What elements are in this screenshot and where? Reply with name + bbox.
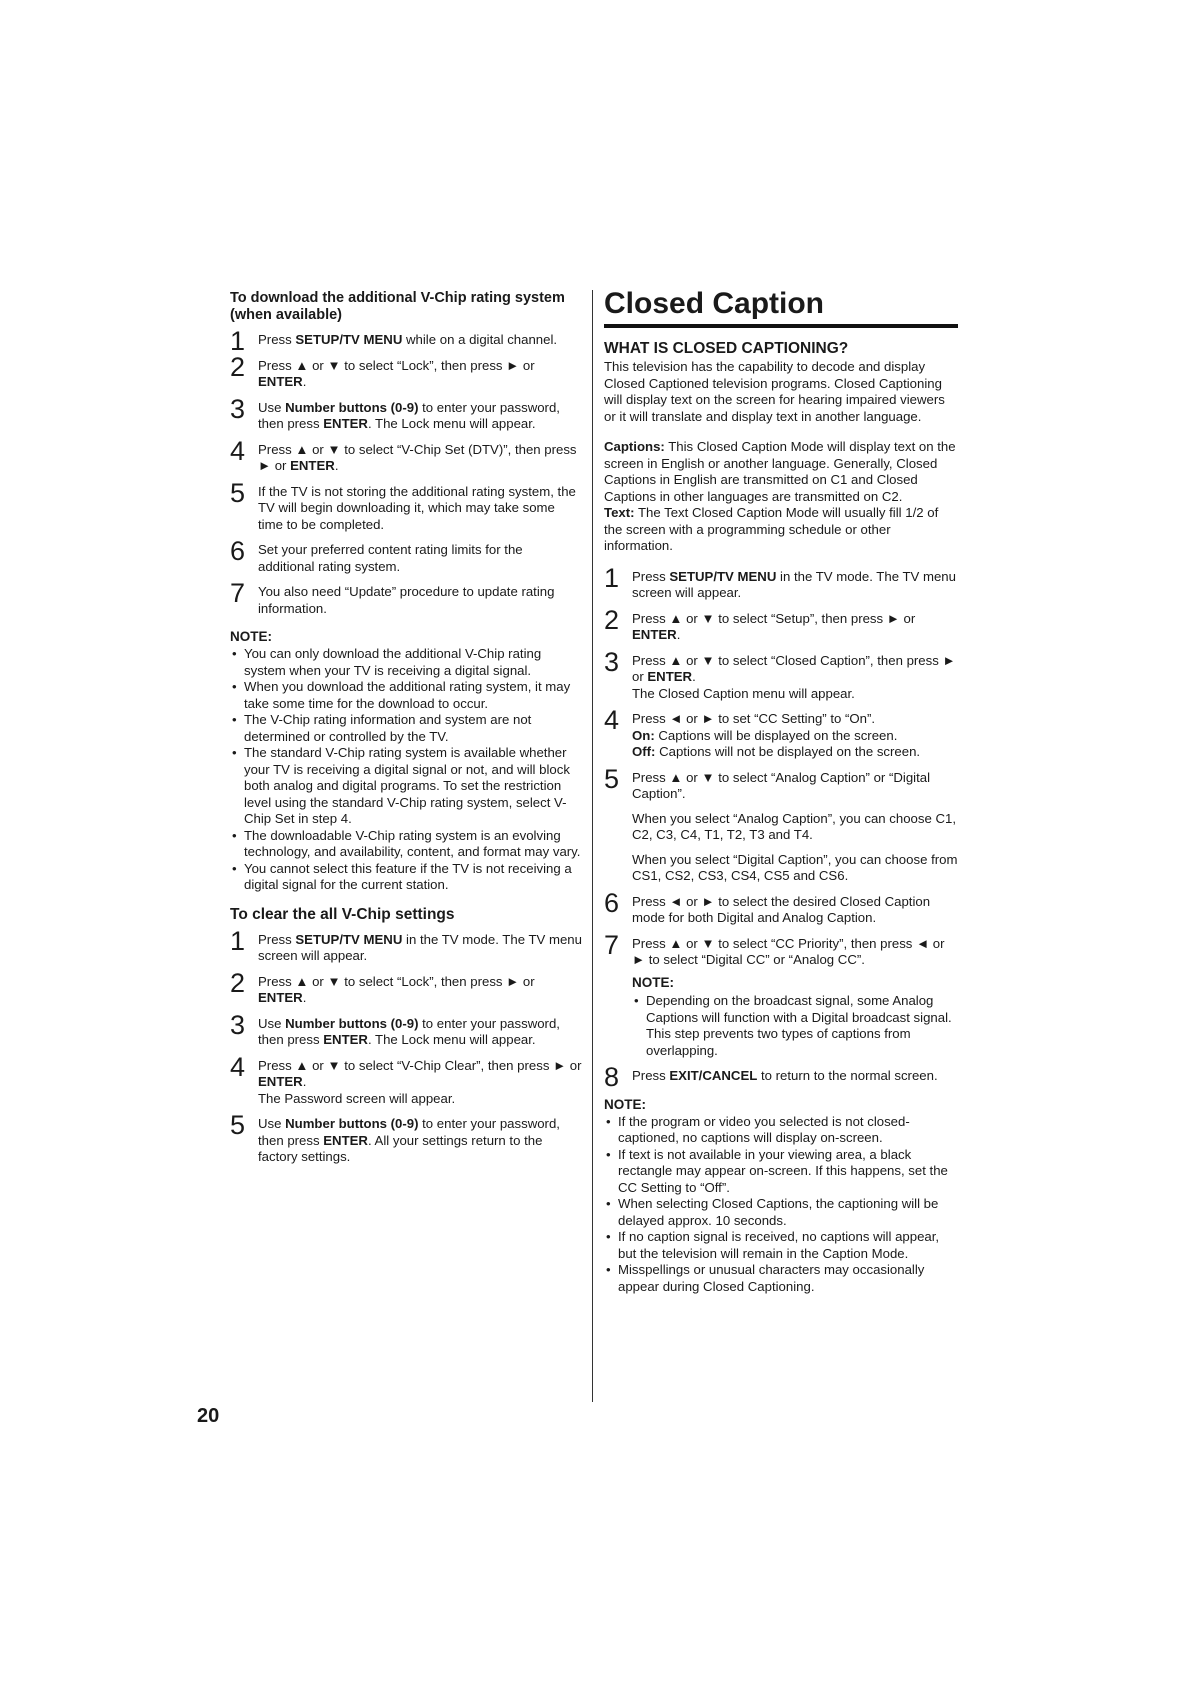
vchip-notes	[230, 646, 582, 894]
step-number: 2	[604, 604, 620, 635]
note-item: • You cannot select this feature if the TV is not receiving a digital signal for the current station.	[230, 861, 582, 894]
step-number: 2	[230, 351, 246, 382]
step-text: Set your preferred content rating limits for the additional rating system.	[258, 542, 523, 574]
step-number: 6	[230, 536, 246, 566]
captions-text-paragraph: Captions: This Closed Caption Mode will display text on the screen in English or another language. Generally, Closed Captions in English are transmitted on C1 and Closed Captions in other languages are transmitted on C2. Text: The Text Closed Caption Mode will usually fill 1/2 of the screen with a programming schedule or other information.	[604, 439, 956, 553]
step-number: 2	[230, 967, 246, 998]
step-text: Press ▲ or ▼ to select “Lock”, then press ► or ENTER.	[258, 357, 535, 389]
clear-step-1	[230, 925, 582, 965]
clear-step-3	[230, 1009, 582, 1049]
step-text: Use Number buttons (0-9) to enter your password, then press ENTER. The Lock menu will appear.	[258, 1015, 560, 1047]
right-column	[604, 286, 958, 1295]
caption-step-8	[604, 1062, 958, 1092]
clear-step-5	[230, 1110, 582, 1166]
caption-notes	[604, 1114, 958, 1296]
note-item: • If no caption signal is received, no captions will appear, but the television will remain in the Caption Mode.	[604, 1229, 958, 1262]
step-number: 5	[230, 1110, 246, 1140]
caption-step-3	[604, 646, 958, 703]
note-item: • If the program or video you selected is not closed-captioned, no captions will display on-screen.	[604, 1114, 958, 1147]
title-rule	[604, 324, 958, 328]
cc-note-label: NOTE:	[604, 1096, 646, 1112]
intro-paragraph: This television has the capability to decode and display Closed Captioned television programs. Closed Captioning will display text on the screen for hearing impaired viewers or it will translate and display text in another language.	[604, 359, 945, 424]
caption-step-4	[604, 705, 958, 761]
download-step-2	[230, 351, 582, 391]
step-number: 4	[230, 1051, 246, 1082]
step-text: Press ▲ or ▼ to select “Lock”, then press ► or ENTER.	[258, 973, 535, 1005]
note-item: • The V-Chip rating information and system are not determined or controlled by the TV.	[230, 712, 582, 745]
step-text: Press SETUP/TV MENU in the TV mode. The TV menu screen will appear.	[632, 568, 956, 600]
step-number: 3	[230, 393, 246, 424]
step-text: Use Number buttons (0-9) to enter your password, then press ENTER. The Lock menu will appear.	[258, 399, 560, 431]
step7-note-list	[632, 993, 958, 1059]
note-item: • When you download the additional rating system, it may take some time for the download to occur.	[230, 679, 582, 712]
step-number: 5	[230, 477, 246, 508]
download-step-4	[230, 435, 582, 475]
step-text: Press ▲ or ▼ to select “CC Priority”, then press ◄ or ► to select “Digital CC” or “Analog CC”. NOTE: • Depending on the broadcast signal, some Analog Captions will function with a Digital broadcast signal. This step prevents two types of captions from overlapping.	[632, 936, 958, 1060]
note-item: • Depending on the broadcast signal, some Analog Captions will function with a Digital broadcast signal. This step prevents two types of captions from overlapping.	[632, 993, 958, 1059]
left-column	[230, 290, 582, 1175]
step-number: 5	[604, 763, 620, 794]
step-text: Press ▲ or ▼ to select “Closed Caption”, then press ► or ENTER. The Closed Caption menu will appear.	[632, 652, 956, 701]
note-item: • The downloadable V-Chip rating system is an evolving technology, and availability, content, and format may vary.	[230, 828, 582, 861]
step-text: Press SETUP/TV MENU while on a digital channel.	[258, 332, 558, 347]
note-item: • The standard V-Chip rating system is available whether your TV is receiving a digital signal or not, and will block both analog and digital programs. To set the restriction level using the standard V-Chip rating system, select V-Chip Set in step 4.	[230, 745, 582, 828]
caption-step-2	[604, 604, 958, 644]
page-number: 20	[197, 1405, 220, 1427]
download-step-1	[230, 326, 582, 356]
note-label: NOTE:	[230, 629, 272, 644]
step-number: 3	[604, 646, 620, 677]
step-number: 1	[230, 326, 246, 356]
step-text: Press ▲ or ▼ to select “Analog Caption” or “Digital Caption”. When you select “Analog Caption”, you can choose C1, C2, C3, C4, T1, T2, T3 and T4. When you select “Digital Caption”, you can choose from CS1, CS2, CS3, CS4, CS5 and CS6.	[632, 769, 958, 883]
note-item: • If text is not available in your viewing area, a black rectangle may appear on-screen. If this happens, set the CC Setting to “Off”.	[604, 1147, 958, 1197]
clear-step-2	[230, 967, 582, 1007]
step7-note-label: NOTE:	[632, 974, 674, 990]
step-text: Press ◄ or ► to set “CC Setting” to “On”. On: Captions will be displayed on the screen. Off: Captions will not be displayed on the screen.	[632, 711, 921, 759]
step-number: 4	[230, 435, 246, 466]
note-item: • Misspellings or unusual characters may occasionally appear during Closed Captioning.	[604, 1262, 958, 1295]
step-number: 3	[230, 1009, 246, 1040]
step-number: 4	[604, 705, 620, 735]
caption-step-7	[604, 929, 958, 1060]
note-item: • When selecting Closed Captions, the captioning will be delayed approx. 10 seconds.	[604, 1196, 958, 1229]
step-number: 7	[604, 929, 620, 960]
clear-step-4	[230, 1051, 582, 1108]
download-step-3	[230, 393, 582, 433]
step-text: If the TV is not storing the additional rating system, the TV will begin downloading it, which may take some time to be completed.	[258, 483, 576, 532]
clear-steps	[230, 925, 582, 1166]
step-number: 7	[230, 578, 246, 608]
download-heading: To download the additional V-Chip rating system (when available)	[230, 290, 565, 323]
step7-note	[632, 975, 958, 1060]
step-text: Press ▲ or ▼ to select “V-Chip Set (DTV)”, then press ► or ENTER.	[258, 441, 577, 473]
step-text: Press ▲ or ▼ to select “V-Chip Clear”, then press ► or ENTER. The Password screen will appear.	[258, 1057, 582, 1106]
step-number: 6	[604, 887, 620, 918]
step-text: Press EXIT/CANCEL to return to the normal screen.	[632, 1068, 938, 1083]
step-text: Press ◄ or ► to select the desired Closed Caption mode for both Digital and Analog Caption.	[632, 893, 931, 925]
download-step-5	[230, 477, 582, 534]
step-number: 8	[604, 1062, 620, 1092]
step-text: You also need “Update” procedure to update rating information.	[258, 584, 555, 616]
section-heading: WHAT IS CLOSED CAPTIONING?	[604, 340, 849, 357]
note-item: • You can only download the additional V-Chip rating system when your TV is receiving a digital signal.	[230, 646, 582, 679]
caption-steps	[604, 562, 958, 1060]
step-text: Press SETUP/TV MENU in the TV mode. The TV menu screen will appear.	[258, 931, 582, 963]
column-divider	[592, 290, 593, 1402]
download-steps	[230, 326, 582, 617]
step-text: Press ▲ or ▼ to select “Setup”, then press ► or ENTER.	[632, 610, 916, 642]
download-step-6	[230, 536, 582, 575]
clear-heading: To clear the all V-Chip settings	[230, 905, 455, 923]
step-number: 1	[230, 925, 246, 956]
step-text: Use Number buttons (0-9) to enter your password, then press ENTER. All your settings return to the factory settings.	[258, 1116, 560, 1164]
caption-step-6	[604, 887, 958, 927]
caption-step-1	[604, 562, 958, 602]
step-number: 1	[604, 562, 620, 593]
page-title: Closed Caption	[604, 287, 825, 320]
download-step-7	[230, 578, 582, 617]
caption-step-5	[604, 763, 958, 885]
